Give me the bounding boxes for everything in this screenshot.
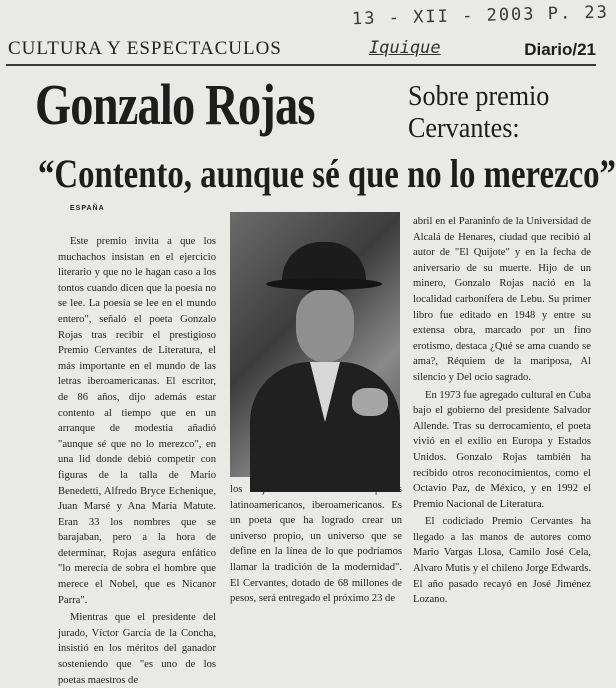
kicker-line-2: Cervantes:: [408, 112, 520, 144]
column-right: [413, 214, 591, 606]
byline: ESPAÑA: [70, 205, 105, 212]
paragraph: los jóvenes escritores poetas latinoamericanos, iberoamericanos. Es un poeta que ha logrado crear un universo propio, un universo que se define en la línea de lo que podríamos llamar la tradición de la modernidad". El Cervantes, dotado de 68 millones de pesos, será entregado el próximo 23 de: [230, 484, 402, 605]
column-middle: [230, 482, 402, 605]
kicker-line-1: Sobre premio: [408, 80, 550, 112]
paragraph: Este premio invita a que los muchachos insistan en el ejercicio literario y que no le hagan caso a los tontos cuando dicen que la poesía no se lee. La poesía se lee en el mundo entero", señaló el poeta Gonzalo Rojas tras recibir el prestigioso Premio Cervantes de Literatura, el más importante en el mundo de las letras iberoamericanas. El escritor, de 86 años, dijo además estar contento al tiempo que en un arranque de modestia añadió "aunque sé que no lo merezco", en una lid donde debió competir con figuras de la talla de Mario Benedetti, Alfredo Bryce Echenique, Juan Marsé y Ana María Matute. Eran 33 los nombres que se barajaban, pero a la hora de determinar, Rojas asegura enfático "lo merecía de sobra el hombre que merece el Nobel, que es Nicanor Parra".: [58, 236, 216, 606]
article-subtitle: “Contento, aunque sé que no lo merezco”: [38, 151, 616, 196]
photo-hand: [352, 388, 388, 416]
paragraph: En 1973 fue agregado cultural en Cuba bajo el gobierno del presidente Salvador Allende. Tras su derrocamiento, el poeta vivió en el exilio en Europa y Estados Unidos. Gonzalo Rojas también ha recibido otros reconocimientos, como el Octavio Paz, de México, y en 1992 el Premio Nacional de Literatura.: [413, 389, 591, 510]
photo-face: [296, 290, 354, 362]
handwritten-date: 13 - XII - 2003 P. 23: [351, 2, 610, 30]
article-kicker: [408, 80, 579, 144]
paper-name: Diario/21: [524, 40, 596, 59]
article-title: Gonzalo Rojas: [35, 72, 315, 137]
column-left: [58, 234, 216, 686]
portrait-photo: [230, 212, 400, 477]
paragraph: El codiciado Premio Cervantes ha llegado a las manos de autores como Mario Vargas Llosa, Camilo José Cela, Alvaro Mutis y el chileno Jorge Edwards. El año pasado recayó en José Jiménez Lozano.: [413, 516, 591, 606]
handwritten-publication: Iquique: [369, 38, 441, 58]
section-heading: CULTURA Y ESPECTACULOS: [8, 38, 282, 59]
paragraph: abril en el Paraninfo de la Universidad de Alcalá de Henares, ciudad que recibió al autor de "El Quijote" y en la fecha de aniversario de su muerte. Hijo de un minero, Gonzalo Rojas nació en la localidad carbonífera de Lebu. Su primer libro fue editado en 1948 y entre su extensa obra, marcado por un fino erotismo, destaca ¿Qué se ama cuando se ama?, Réquiem de la mariposa, Al silencio y Del ocio sagrado.: [413, 216, 591, 383]
paragraph: Mientras que el presidente del jurado, Víctor García de la Concha, insistió en los méritos del ganador sosteniendo que "es uno de los poetas maestros de: [58, 612, 216, 686]
photo-hat-brim: [266, 278, 382, 290]
